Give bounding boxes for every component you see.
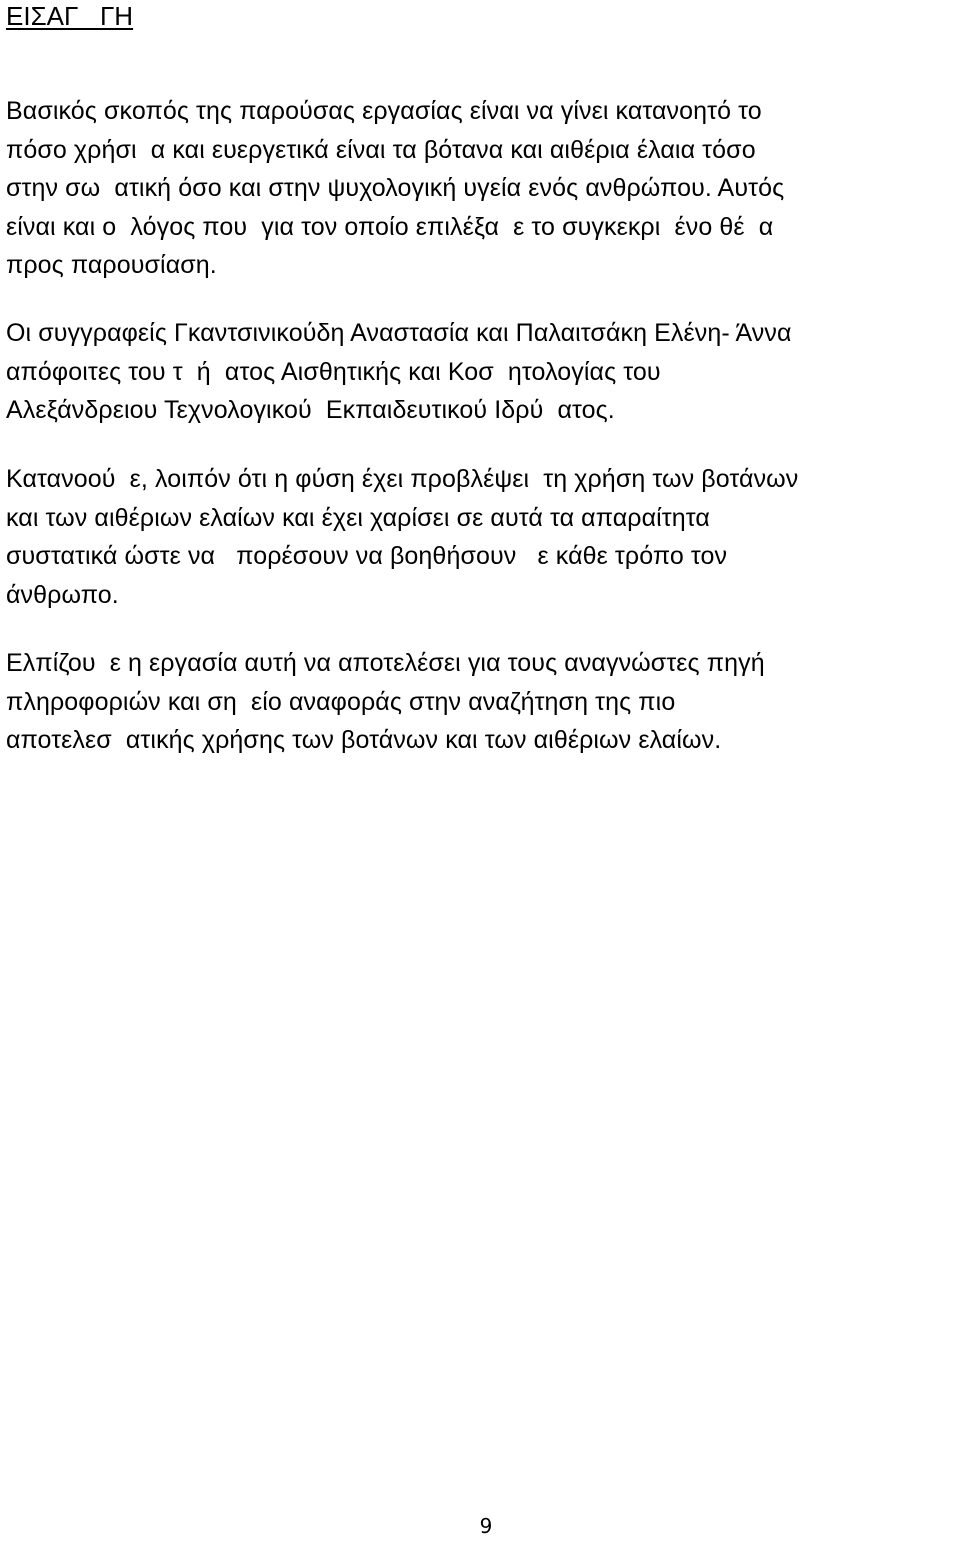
text-line: πόσο χρήσι α και ευεργετικά είναι τα βότανα και αιθέρια έλαια τόσο — [6, 135, 756, 164]
text-line: Αλεξάνδρειου Τεχνολογικού Εκπαιδευτικού Ιδρύ ατος. — [6, 396, 615, 424]
paragraph-hope — [6, 644, 956, 760]
text-line: είναι και ο λόγος που για τον οποίο επιλέξα ε το συγκεκρι ένο θέ α — [6, 212, 774, 241]
text-line: Κατανοού ε, λοιπόν ότι η φύση έχει προβλέψει τη χρήση των βοτάνων — [6, 465, 799, 493]
text-line: προς παρουσίαση. — [6, 251, 217, 279]
text-line: άνθρωπο. — [6, 580, 119, 609]
text-line: και των αιθέριων ελαίων και έχει χαρίσει σε αυτά τα απαραίτητα — [6, 503, 710, 532]
text-line: συστατικά ώστε να πορέσουν να βοηθήσουν ε κάθε τρόπο τον — [6, 542, 728, 570]
text-line: Ελπίζου ε η εργασία αυτή να αποτελέσει για τους αναγνώστες πηγή — [6, 649, 765, 677]
text-line: απόφοιτες του τ ή ατος Αισθητικής και Κοσ ητολογίας του — [6, 357, 661, 386]
paragraph-authors — [6, 314, 956, 430]
text-line: στην σω ατική όσο και στην ψυχολογική υγεία ενός ανθρώπου. Αυτός — [6, 174, 785, 202]
text-line: αποτελεσ ατικής χρήσης των βοτάνων και των αιθέριων ελαίων. — [6, 726, 722, 754]
text-line: Οι συγγραφείς Γκαντσινικούδη Αναστασία και Παλαιτσάκη Ελένη- Άννα — [6, 319, 792, 347]
paragraph-purpose — [6, 92, 956, 285]
text-line: πληροφοριών και ση είο αναφοράς στην αναζήτηση της πιο — [6, 687, 676, 716]
text-line: Βασικός σκοπός της παρούσας εργασίας είναι να γίνει κατανοητό το — [6, 97, 762, 125]
section-heading: ΕΙΣΑΓ ΓΗ — [6, 1, 134, 31]
page-number: 9 — [479, 1514, 493, 1538]
paragraph-nature — [6, 460, 956, 614]
